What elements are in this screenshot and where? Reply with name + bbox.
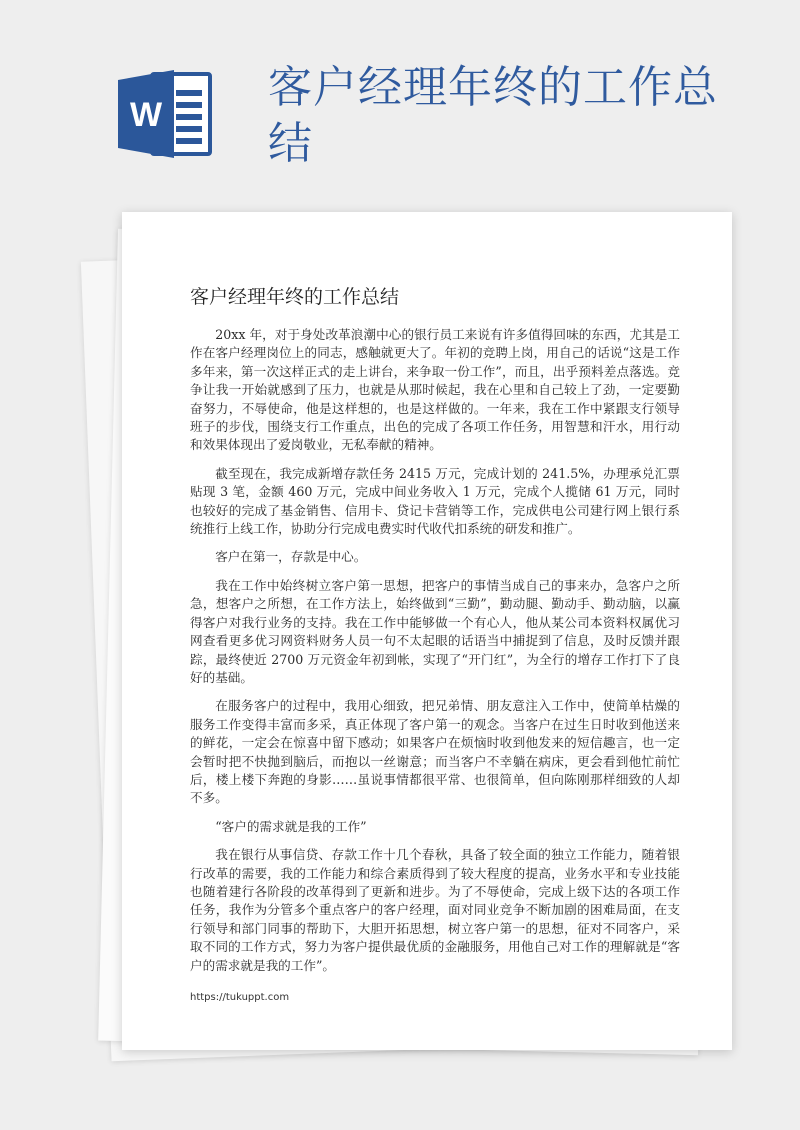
section-heading: 客户在第一，存款是中心。: [215, 549, 367, 565]
document-body: [190, 326, 680, 985]
logo-letter: W: [129, 96, 163, 134]
paragraph: 我在工作中始终树立客户第一思想，把客户的事情当成自己的事来办，急客户之所急，想客户之所想，在工作方法上，始终做到“三勤”，勤动腿、勤动手、勤动脑，以赢得客户对我行业务的支持。我在工作中能够做一个有心人，他从某公司本资料权属优习网查看更多优习网资料财务人员一句不太起眼的话语当中捕捉到了信息，及时反馈并跟踪，最终使近 2700 万元资金年初到帐，实现了“开门红”，为全行的增存工作打下了良好的基础。: [190, 577, 680, 685]
document-page: [122, 212, 732, 1050]
paragraph: 在服务客户的过程中，我用心细致，把兄弟情、朋友意注入工作中，使简单枯燥的服务工作变得丰富而多采，真正体现了客户第一的观念。当客户在过生日时收到他送来的鲜花，一定会在惊喜中留下感动；如果客户在烦恼时收到他发来的短信趣言，也一定会暂时把不快抛到脑后，而抱以一丝谢意；而当客户不幸躺在病床，更会看到他忙前忙后，楼上楼下奔跑的身影……虽说事情都很平常、也很简单，但向陈刚那样细致的人却不多。: [190, 698, 680, 806]
footer-url: https://tukuppt.com: [190, 992, 290, 1003]
paragraph: 20xx 年，对于身处改革浪潮中心的银行员工来说有许多值得回味的东西，尤其是工作在客户经理岗位上的同志，感触就更大了。年初的竞聘上岗，用自己的话说“这是工作多年来，第一次这样正式的走上讲台，来争取一份工作”，而且，出乎预料差点落选。竞争让我一开始就感到了压力，也就是从那时候起，我在心里和自己较上了劲，一定要勤奋努力，不辱使命，他是这样想的，也是这样做的。一年来，我在工作中紧跟支行领导班子的步伐，围绕支行工作重点，出色的完成了各项工作任务，用智慧和汗水，用行动和效果体现出了爱岗敬业，无私奉献的精神。: [190, 327, 680, 453]
document-title: 客户经理年终的工作总结: [190, 286, 400, 308]
section-heading: “客户的需求就是我的工作”: [215, 818, 367, 834]
paragraph: 我在银行从事信贷、存款工作十几个春秋，具备了较全面的独立工作能力，随着银行改革的需要，我的工作能力和综合素质得到了较大程度的提高，业务水平和专业技能也随着建行各阶段的改革得到了更新和进步。为了不辱使命，完成上级下达的各项工作任务，我作为分管多个重点客户的客户经理，面对同业竞争不断加剧的困难局面，在支行领导和部门同事的帮助下，大胆开拓思想，树立客户第一的思想，征对不同客户，采取不同的工作方式，努力为客户提供最优质的金融服务，用他自己对工作的理解就是“客户的需求就是我的工作”。: [190, 847, 680, 973]
page-headline: 客户经理年终的工作总结: [268, 62, 718, 169]
paragraph: 截至现在，我完成新增存款任务 2415 万元，完成计划的 241.5%，办理承兑汇票贴现 3 笔，金额 460 万元，完成中间业务收入 1 万元，完成个人揽储 61 万元，同时也较好的完成了基金销售、信用卡、贷记卡营销等工作，完成供电公司建行网上银行系统推行上线工作，协助分行完成电费实时代收代扣系统的研发和推广。: [190, 465, 680, 537]
word-document-icon: [118, 68, 214, 160]
